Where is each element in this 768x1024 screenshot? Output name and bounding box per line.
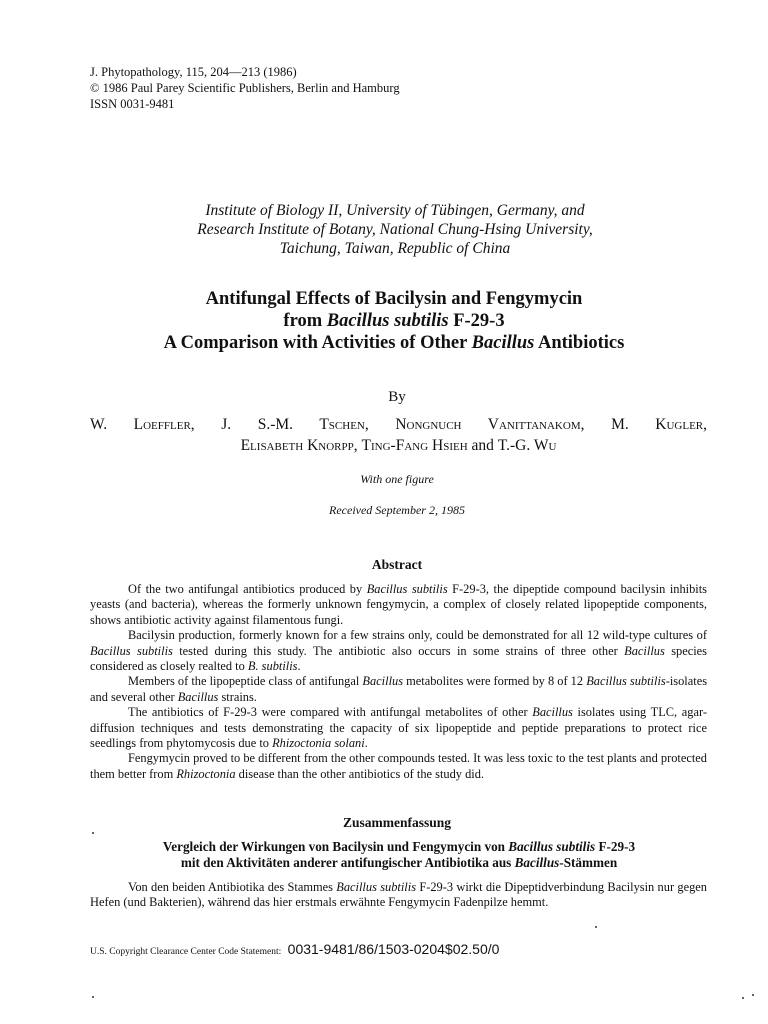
german-paragraph (90, 880, 707, 911)
text-run: The antibiotics of F-29-3 were compared with antifungal metabolites of other (128, 705, 533, 720)
abstract-paragraph (90, 751, 707, 782)
title-line-2 (60, 310, 728, 332)
species-name: Bacillus subtilis (586, 674, 666, 689)
text-run: Von den beiden Antibiotika des Stammes (128, 880, 337, 894)
title-text: F-29-3 (448, 311, 505, 331)
species-name: Bacillus subtilis (508, 839, 596, 854)
abstract-paragraph (90, 582, 707, 628)
scan-speck (752, 994, 754, 996)
species-name: Bacillus (624, 643, 665, 658)
received-date: Received September 2, 1985 (329, 503, 465, 517)
journal-citation: J. Phytopathology, 115, 204—213 (1986) (90, 65, 297, 79)
text-run: -isolates and several other (90, 674, 708, 704)
author-list (90, 414, 707, 456)
text-run: F-29-3 wirkt die Dipeptidverbindung Bacilysin nur gegen Hefen (und Bakterien), während das hier erstmals erwähnte Fengymycin Fadenpilze hemmt. (90, 880, 707, 910)
text-run: tested during this study. The antibiotic also occurs in some strains of three other (172, 643, 625, 658)
title-text: from (283, 311, 327, 331)
species-name: Bacillus (532, 705, 573, 720)
text-run: Members of the lipopeptide class of antifungal (128, 674, 363, 689)
text-run: disease than the other antibiotics of the study did. (235, 766, 485, 781)
text-run: F-29-3, the dipeptide compound bacilysin inhibits yeasts (and bacteria), whereas the formerly unknown fengymycin, a complex of closely related lipopeptide components, shows antibiotic activity against filamentous fungi. (90, 582, 708, 627)
species-name: Rhizoctonia (176, 766, 236, 781)
author-name: M. Kugler, (611, 416, 708, 433)
title-text: A Comparison with Activities of Other (163, 333, 472, 353)
abstract-heading: Abstract (371, 557, 423, 572)
title-species: Bacillus subtilis (326, 311, 449, 331)
author-line-2 (90, 435, 707, 456)
title-genus: Bacillus (471, 333, 535, 353)
scan-speck (742, 997, 744, 999)
text-run: Of the two antifungal antibiotics produced by (128, 582, 367, 596)
text-run: . (364, 736, 368, 751)
text-run: Vergleich der Wirkungen von Bacilysin und Fengymycin von (162, 839, 509, 854)
scan-speck (92, 832, 94, 834)
institute-line-3: Taichung, Taiwan, Republic of China (279, 240, 511, 257)
german-title-line-2 (60, 855, 738, 871)
institute-line-2: Research Institute of Botany, National Chung-Hsing University, (197, 221, 593, 238)
abstract-paragraph (90, 628, 707, 674)
scan-speck (595, 926, 597, 928)
author-conjunction: and (471, 437, 494, 454)
species-name: Bacillus subtilis (90, 643, 173, 658)
author-name: Ting-Fang Hsieh (361, 437, 468, 454)
abstract-body (90, 582, 707, 782)
text-run: F-29-3 (595, 839, 636, 854)
author-line-1 (90, 414, 707, 435)
copyright-label: U.S. Copyright Clearance Center Code Statement: (90, 947, 282, 957)
zusammenfassung-heading: Zusammenfassung (342, 815, 452, 830)
abstract-paragraph (90, 674, 707, 705)
publisher-line: © 1986 Paul Parey Scientific Publishers, Berlin and Hamburg (90, 81, 400, 95)
german-title-line-1 (60, 839, 738, 855)
copyright-code: 0031-9481/86/1503-0204$02.50/0 (287, 941, 500, 957)
journal-header (90, 64, 400, 112)
text-run: isolates using TLC, agar-diffusion techniques and tests demonstrating the capacity of six lipopeptide and peptide preparations to protect rice seedlings from phytomycosis due to (90, 705, 707, 751)
institute-affiliation (100, 201, 690, 258)
text-run: Bacilysin production, formerly known for a few strains only, could be demonstrated for all 12 wild-type cultures of (128, 628, 707, 643)
species-name: Bacillus (514, 855, 560, 870)
german-title (60, 839, 738, 871)
author-name: J. S.-M. Tschen, (221, 416, 369, 433)
title-line-1: Antifungal Effects of Bacilysin and Fengymycin (205, 289, 583, 309)
author-name: T.-G. Wu (497, 437, 557, 454)
paper-title (60, 288, 728, 354)
title-line-3 (60, 332, 728, 354)
german-summary (90, 880, 707, 911)
copyright-statement (90, 941, 499, 957)
byline: By (388, 389, 406, 405)
text-run: strains. (218, 689, 257, 704)
text-run: metabolites were formed by 8 of 12 (403, 674, 587, 689)
text-run: Fengymycin proved to be different from the other compounds tested. It was less toxic to the test plants and protected them better from (90, 751, 707, 781)
species-name: Bacillus (362, 674, 404, 689)
species-name: Bacillus (177, 689, 219, 704)
issn-line: ISSN 0031-9481 (90, 97, 175, 111)
author-name: Nongnuch Vanittanakom, (395, 416, 585, 433)
scan-speck (92, 996, 94, 998)
abstract-paragraph (90, 705, 707, 751)
author-name: Elisabeth Knorpp, (240, 437, 358, 454)
text-run: species considered as closely realted to (90, 643, 707, 674)
text-run: mit den Aktivitäten anderer antifungischer Antibiotika aus (180, 855, 515, 870)
institute-line-1: Institute of Biology II, University of Tübingen, Germany, and (205, 202, 585, 219)
species-name: Bacillus subtilis (366, 582, 448, 596)
species-name: Rhizoctonia solani (272, 736, 365, 751)
title-text: Antibiotics (534, 333, 625, 353)
author-name: W. Loeffler, (90, 416, 195, 433)
text-run: . (297, 659, 301, 674)
species-name: B. subtilis (247, 659, 298, 674)
species-name: Bacillus subtilis (336, 880, 417, 894)
figure-note: With one figure (360, 472, 434, 486)
text-run: -Stämmen (559, 855, 618, 870)
